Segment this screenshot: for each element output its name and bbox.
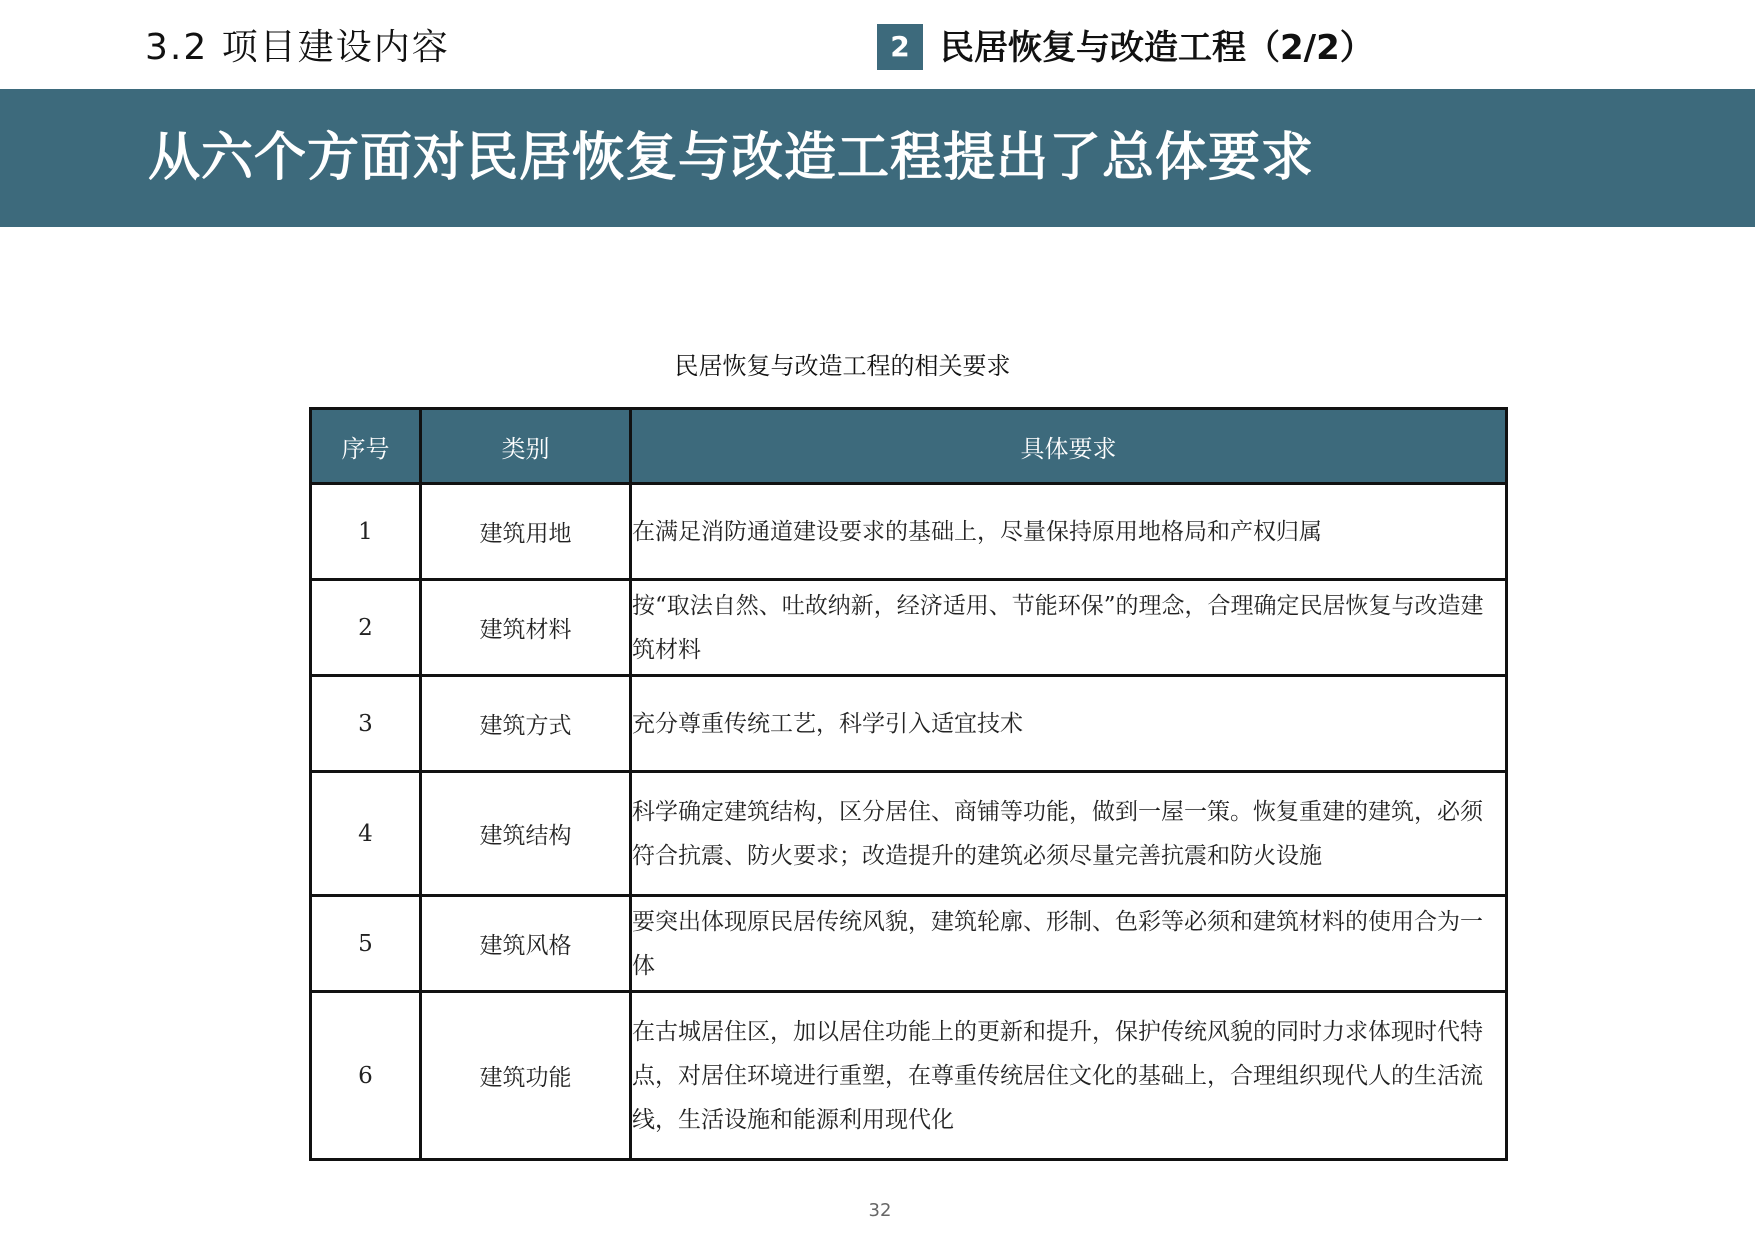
page-number: 32 bbox=[868, 1200, 892, 1221]
column-header-requirement: 具体要求 bbox=[631, 409, 1507, 484]
table-row bbox=[311, 772, 1507, 896]
row-number: 4 bbox=[311, 772, 421, 896]
row-number: 3 bbox=[311, 676, 421, 772]
row-requirement: 要突出体现原民居传统风貌，建筑轮廓、形制、色彩等必须和建筑材料的使用合为一体 bbox=[631, 896, 1507, 992]
row-category: 建筑用地 bbox=[421, 484, 631, 580]
row-category: 建筑方式 bbox=[421, 676, 631, 772]
row-category: 建筑结构 bbox=[421, 772, 631, 896]
column-header-number: 序号 bbox=[311, 409, 421, 484]
row-number: 2 bbox=[311, 580, 421, 676]
title-banner bbox=[0, 89, 1755, 227]
row-requirement: 在古城居住区，加以居住功能上的更新和提升，保护传统风貌的同时力求体现时代特点，对居住环境进行重塑，在尊重传统居住文化的基础上，合理组织现代人的生活流线，生活设施和能源利用现代化 bbox=[631, 992, 1507, 1160]
row-requirement: 按“取法自然、吐故纳新，经济适用、节能环保”的理念，合理确定民居恢复与改造建筑材料 bbox=[631, 580, 1507, 676]
table-header-row bbox=[311, 409, 1507, 484]
page-title: 从六个方面对民居恢复与改造工程提出了总体要求 bbox=[148, 127, 1315, 188]
row-number: 6 bbox=[311, 992, 421, 1160]
table-row bbox=[311, 896, 1507, 992]
table-row bbox=[311, 484, 1507, 580]
row-requirement: 在满足消防通道建设要求的基础上，尽量保持原用地格局和产权归属 bbox=[631, 484, 1507, 580]
row-requirement: 科学确定建筑结构，区分居住、商铺等功能，做到一屋一策。恢复重建的建筑，必须符合抗震、防火要求；改造提升的建筑必须尽量完善抗震和防火设施 bbox=[631, 772, 1507, 896]
table-row bbox=[311, 992, 1507, 1160]
table-row bbox=[311, 676, 1507, 772]
row-category: 建筑材料 bbox=[421, 580, 631, 676]
section-number-badge: 2 bbox=[877, 24, 923, 70]
column-header-category: 类别 bbox=[421, 409, 631, 484]
row-number: 1 bbox=[311, 484, 421, 580]
section-subtitle: 民居恢复与改造工程（2/2） bbox=[940, 28, 1374, 68]
table-caption: 民居恢复与改造工程的相关要求 bbox=[674, 352, 1011, 380]
row-category: 建筑风格 bbox=[421, 896, 631, 992]
requirements-table bbox=[309, 407, 1508, 1161]
section-title: 3.2 项目建设内容 bbox=[145, 27, 450, 68]
table-row bbox=[311, 580, 1507, 676]
row-number: 5 bbox=[311, 896, 421, 992]
row-category: 建筑功能 bbox=[421, 992, 631, 1160]
row-requirement: 充分尊重传统工艺，科学引入适宜技术 bbox=[631, 676, 1507, 772]
